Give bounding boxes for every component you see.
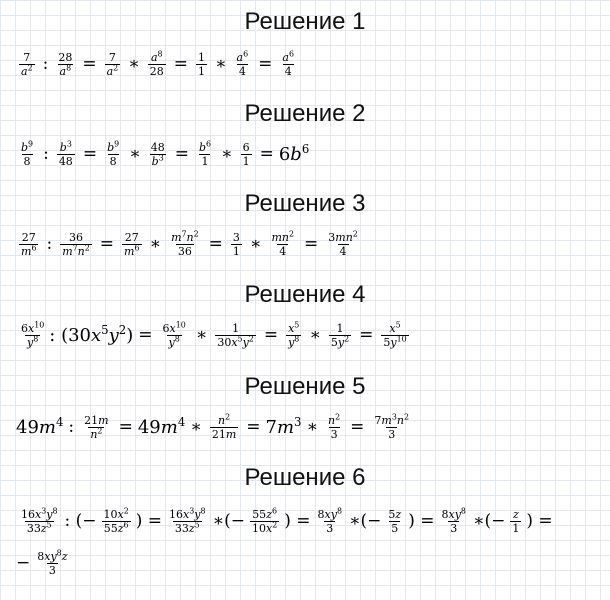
fraction: $\frac{1}{1}$: [197, 50, 205, 78]
fraction: $\frac{48}{b^3}$: [150, 140, 165, 168]
heading-solution-4: Решение 4: [244, 281, 366, 308]
fraction: $\frac{6}{1}$: [242, 140, 250, 168]
fraction: $\frac{10x^2}{55z^6}$: [103, 505, 129, 535]
fraction: $\frac{a^8}{28}$: [149, 48, 164, 78]
fraction: $\frac{b^3}{48}$: [58, 138, 73, 168]
equation-solution-6-line-1: $\frac{16x^3y^8}{33z^5}$ : (− $\frac{10x^2}{55z^6}$ ) = $\frac{16x^3y^8}{33z^5}$ ∗(− $\frac{55z^6}{10x^2}$ ) = $\frac{8xy^8}{3}$ ∗(− $\frac{5z}{5}$ ) = $\frac{8xy^8}{3}$ ∗(− $\frac{z}{1}$ ) =: [21, 505, 553, 535]
fraction: $\frac{6x^{10}}{y^8}$: [21, 319, 45, 349]
fraction: $\frac{7m^3n^2}{3}$: [374, 411, 410, 441]
fraction: $\frac{n^2}{3}$: [328, 411, 341, 441]
fraction: $\frac{b^6}{1}$: [198, 138, 212, 168]
paren-term: : $(30x^5y^2)$: [49, 322, 134, 346]
heading-solution-1: Решение 1: [244, 8, 366, 35]
heading-solution-3: Решение 3: [244, 190, 366, 217]
term: $7m^3$: [265, 414, 302, 438]
fraction: $\frac{5z}{5}$: [388, 507, 402, 535]
equation-solution-1: $\frac{7}{a^2}$ : $\frac{28}{a^8}$ = $\frac{7}{a^2}$ ∗ $\frac{a^8}{28}$ = $\frac{1}{1}$ ∗ $\frac{a^6}{4}$ = $\frac{a^6}{4}$: [21, 48, 294, 78]
fraction: $\frac{8xy^8}{3}$: [441, 505, 466, 535]
fraction: $\frac{3}{1}$: [232, 230, 240, 258]
fraction: $\frac{b^9}{8}$: [107, 138, 120, 168]
fraction: $\frac{1}{5y^2}$: [330, 321, 350, 349]
fraction: $\frac{a^6}{4}$: [236, 48, 249, 78]
fraction: $\frac{36}{m^7n^2}$: [62, 230, 90, 258]
equation-solution-4: $\frac{6x^{10}}{y^8}$ : $(30x^5y^2)$ = $\frac{6x^{10}}{y^8}$ ∗ $\frac{1}{30x^5y^2}$ = $\frac{x^5}{y^8}$ ∗ $\frac{1}{5y^2}$ = $\frac{x^5}{5y^{10}}$: [21, 319, 407, 349]
fraction: $\frac{x^5}{5y^{10}}$: [383, 319, 407, 349]
fraction: $\frac{7}{a^2}$: [21, 50, 33, 78]
heading-solution-5: Решение 5: [244, 373, 366, 400]
fraction: $\frac{21m}{n^2}$: [84, 413, 109, 441]
equation-solution-6-line-2: − $\frac{8xy^8z}{3}$: [16, 547, 68, 577]
fraction: $\frac{n^2}{21m}$: [211, 411, 237, 441]
result: $6b^6$: [278, 141, 310, 165]
fraction: $\frac{3mn^2}{4}$: [328, 228, 358, 258]
fraction: $\frac{z}{1}$: [512, 507, 520, 535]
fraction: $\frac{16x^3y^8}{33z^5}$: [21, 505, 58, 535]
fraction: $\frac{1}{30x^5y^2}$: [217, 321, 254, 349]
fraction: $\frac{55z^6}{10x^2}$: [251, 505, 278, 535]
heading-solution-2: Решение 2: [244, 100, 366, 127]
fraction: $\frac{6x^{10}}{y^8}$: [162, 319, 186, 349]
fraction: $\frac{a^6}{4}$: [282, 48, 294, 78]
fraction: $\frac{28}{a^8}$: [58, 50, 73, 78]
fraction: $\frac{8xy^8z}{3}$: [37, 547, 68, 577]
fraction: $\frac{16x^3y^8}{33z^5}$: [169, 505, 206, 535]
equation-solution-2: $\frac{b^9}{8}$ : $\frac{b^3}{48}$ = $\frac{b^9}{8}$ ∗ $\frac{48}{b^3}$ = $\frac{b^6}{1}$ ∗ $\frac{6}{1}$ = $6b^6$: [21, 138, 310, 168]
fraction: $\frac{b^9}{8}$: [21, 138, 34, 168]
fraction: $\frac{m^7n^2}{36}$: [171, 228, 199, 258]
fraction: $\frac{7}{a^2}$: [106, 50, 119, 78]
fraction: $\frac{27}{m^6}$: [21, 230, 37, 258]
term: $49m^4$: [16, 414, 64, 438]
heading-solution-6: Решение 6: [244, 464, 366, 491]
fraction: $\frac{mn^2}{4}$: [271, 228, 295, 258]
equation-solution-3: $\frac{27}{m^6}$ : $\frac{36}{m^7n^2}$ = $\frac{27}{m^6}$ ∗ $\frac{m^7n^2}{36}$ = $\frac{3}{1}$ ∗ $\frac{mn^2}{4}$ = $\frac{3mn^2}{4}$: [21, 228, 358, 258]
fraction: $\frac{27}{m^6}$: [124, 230, 140, 258]
fraction: $\frac{x^5}{y^8}$: [288, 319, 300, 349]
equation-solution-5: $49m^4$ : $\frac{21m}{n^2}$ = $49m^4$ ∗ $\frac{n^2}{21m}$ = $7m^3$ ∗ $\frac{n^2}{3}$ = $\frac{7m^3n^2}{3}$: [16, 411, 410, 441]
fraction: $\frac{8xy^8}{3}$: [317, 505, 342, 535]
term: $49m^4$: [137, 414, 186, 438]
